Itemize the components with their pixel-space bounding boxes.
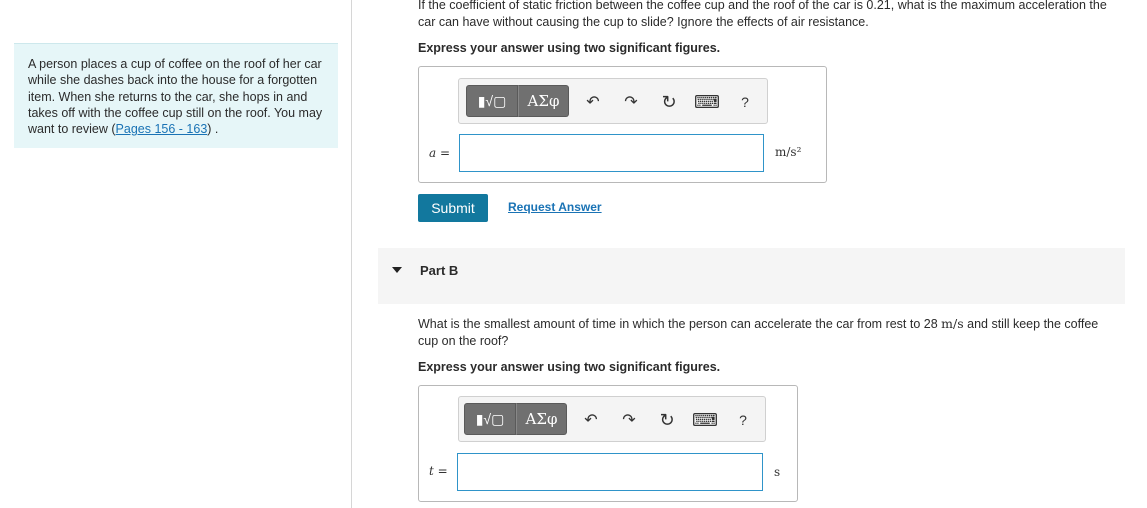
reset-icon[interactable]: ↻ (659, 409, 675, 430)
variable-a: a (429, 146, 437, 160)
reset-icon[interactable]: ↻ (661, 91, 677, 112)
part-b-instruction: Express your answer using two significant figures. (418, 360, 721, 374)
context-text: A person places a cup of coffee on the roof of her car while she dashes back into the house for a forgotten item. When she returns to the car, she hops in and takes off with the coffee cup still on the roof. You may want to review ( (28, 57, 323, 137)
part-b-math-toolbar (458, 396, 766, 442)
part-a-math-toolbar (458, 78, 768, 124)
part-b-question-text-end: and still keep the coffee cup on the roof? (418, 317, 1099, 348)
keyboard-icon[interactable]: ⌨ (692, 409, 718, 430)
greek-symbols-button[interactable]: ΑΣφ (518, 85, 569, 117)
part-b-title[interactable]: Part B (420, 263, 459, 278)
help-icon[interactable]: ? (741, 94, 749, 110)
part-a-variable-label (429, 146, 450, 160)
part-b-unit: s (774, 465, 781, 479)
collapse-caret-icon[interactable] (392, 267, 402, 273)
redo-icon[interactable]: ↷ (622, 412, 636, 429)
redo-icon[interactable]: ↷ (624, 94, 638, 111)
problem-context (14, 43, 338, 148)
part-a-question: If the coefficient of static friction between the coffee cup and the roof of the car is 0.21, what is the maximum acceleration the car can have without causing the cup to slide? Ignore the effects of air resistance. (418, 0, 1107, 29)
panel-divider (351, 0, 352, 508)
part-b-answer-input[interactable] (457, 453, 763, 491)
part-b-question (418, 316, 1108, 349)
context-text-end: ) . (207, 122, 219, 137)
review-pages-link[interactable]: Pages 156 - 163 (115, 122, 208, 137)
greek-symbols-button[interactable]: ΑΣφ (516, 403, 567, 435)
part-b-variable-label (429, 464, 448, 478)
undo-icon[interactable]: ↶ (586, 94, 600, 111)
variable-t: t (429, 464, 434, 478)
templates-button[interactable]: ▮√▢ (466, 85, 518, 117)
submit-button[interactable]: Submit (418, 194, 488, 222)
request-answer-link[interactable]: Request Answer (508, 200, 602, 214)
part-a-answer-input[interactable] (459, 134, 764, 172)
templates-button[interactable]: ▮√▢ (464, 403, 516, 435)
part-b-question-text: What is the smallest amount of time in which the person can accelerate the car from rest to 28 (418, 317, 942, 331)
part-a-instruction: Express your answer using two significant figures. (418, 41, 721, 55)
keyboard-icon[interactable]: ⌨ (694, 91, 720, 112)
part-b-question-unit: m/s (941, 316, 964, 331)
undo-icon[interactable]: ↶ (584, 412, 598, 429)
help-icon[interactable]: ? (739, 412, 747, 428)
equals-sign: = (439, 146, 451, 160)
part-a-unit: m/s² (775, 145, 802, 159)
part-b-header[interactable] (378, 248, 1125, 304)
equals-sign: = (437, 464, 448, 478)
